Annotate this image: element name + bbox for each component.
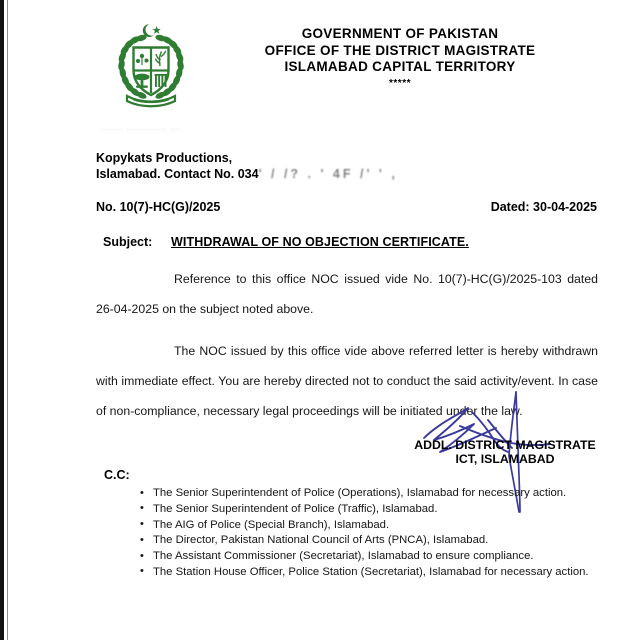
cc-list-item: • The Station House Officer, Police Station (Secretariat), Islamabad for necessary action. [140, 565, 600, 581]
body-paragraph-1 [96, 264, 598, 324]
header-line-territory: ISLAMABAD CAPITAL TERRITORY [284, 59, 516, 74]
body-paragraph-1-text: Reference to this office NOC issued vide No. 10(7)-HC(G)/2025-103 dated 26-04-2025 on the subject noted above. [96, 272, 598, 316]
addressee-contact-obscured: ' / /? . ' 4F /' ' , [258, 167, 398, 181]
document-header [200, 26, 600, 91]
body-paragraph-2-text: The NOC issued by this office vide above referred letter is hereby withdrawn with immediate effect. You are hereby directed not to conduct the said activity/event. In case of non-compliance, necessary legal proceedings will be initiated under the law. [96, 344, 598, 418]
reference-date: Dated: 30-04-2025 [490, 200, 597, 214]
addressee-contact-prefix: Islamabad. Contact No. 034 [96, 167, 259, 181]
reference-number: No. 10(7)-HC(G)/2025 [96, 200, 221, 214]
scan-edge-hairline [7, 0, 8, 640]
signature-designation [400, 438, 610, 466]
addressee-block [96, 150, 398, 182]
signature-designation-line1: ADDL. DISTRICT MAGISTRATE [414, 438, 596, 452]
subject-label: Subject: [103, 235, 153, 249]
header-line-government: GOVERNMENT OF PAKISTAN [301, 26, 499, 41]
cc-list-item: • The Senior Superintendent of Police (Operations), Islamabad for necessary action. [140, 486, 600, 502]
cc-list [140, 486, 600, 581]
subject-line [103, 235, 469, 249]
faded-illegible-line: ........ .............. .... [100, 122, 182, 132]
addressee-name: Kopykats Productions, [96, 151, 233, 165]
cc-list-item: • The AIG of Police (Special Branch), Islamabad. [140, 518, 600, 534]
cc-list-item: • The Assistant Commissioner (Secretariat), Islamabad to ensure compliance. [140, 549, 600, 565]
cc-label: C.C: [104, 468, 130, 482]
cc-list-item: • The Senior Superintendent of Police (Traffic), Islamabad. [140, 502, 600, 518]
pakistan-state-emblem-icon [103, 20, 199, 112]
subject-value: WITHDRAWAL OF NO OBJECTION CERTIFICATE. [171, 235, 469, 249]
addressee-contact [96, 166, 398, 182]
header-star-divider: ***** [389, 77, 411, 89]
signature-designation-line2: ICT, ISLAMABAD [455, 452, 555, 466]
header-line-office: OFFICE OF THE DISTRICT MAGISTRATE [264, 42, 536, 58]
cc-list-item: • The Director, Pakistan National Council of Arts (PNCA), Islamabad. [140, 533, 600, 549]
